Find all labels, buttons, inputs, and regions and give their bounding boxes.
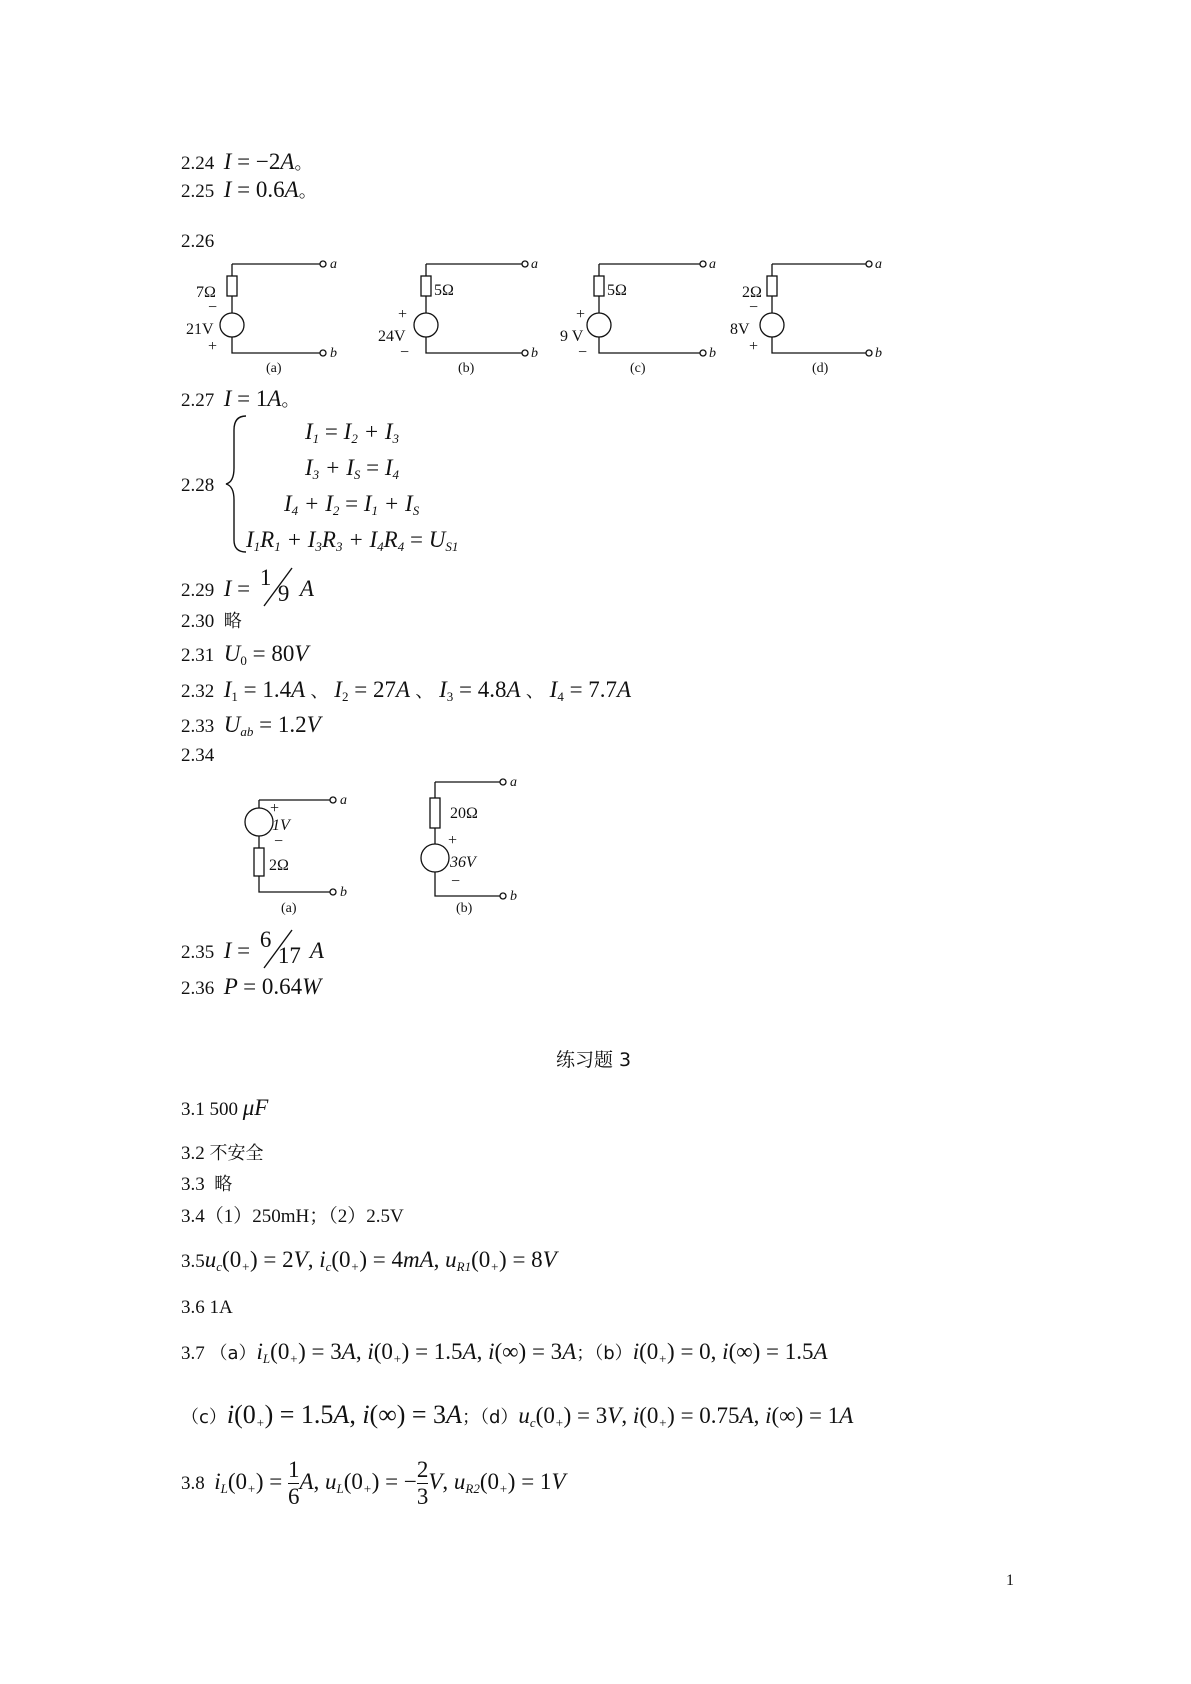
answer-2-33: 2.33 $U_{ab} = 1.2V$ <box>181 712 321 739</box>
fraction-2-35: 6 17 <box>259 927 301 968</box>
caption-a: (a) <box>266 361 282 376</box>
eq-2-24: I = −2A <box>223 149 295 174</box>
terminal-a-234b: a <box>510 775 517 790</box>
eq-2-36: P = 0.64W <box>223 974 322 999</box>
eq-2-28-4: $I_1R_1 + I_3R_3 + I_4R_4 = U_{S1}$ <box>246 527 459 554</box>
terminal-b-234a: b <box>340 885 347 900</box>
src-label-b: 24V <box>378 328 406 345</box>
eq-2-29: I = 1 9 A <box>223 565 314 606</box>
answer-3-1: 3.1 500 μF <box>181 1095 269 1120</box>
eq-2-32: $I_1 = 1.4A$ 、 $I_2 = 27A$ 、 $I_3 = 4.8A$ 、 $I_4 = 7.7A$ <box>223 677 632 704</box>
eq-3-5: $u_c(0_+) = 2V$, $i_c(0_+) = 4mA$, $u_{R1}(0_+) = 8V$ <box>204 1247 557 1274</box>
fraction-1-6: $\frac{1}{6}$ <box>287 1457 300 1510</box>
answer-3-3: 3.3 略 <box>181 1174 233 1195</box>
answer-3-7-cont: $(c)i(0_+) = 1.5A$, i(∞) = 3A；$(d)u_c(0_+) = 3V$, $i(0_+) = 0.75A$, i(∞) = 1A <box>181 1400 854 1430</box>
eq-2-35: I = 6 17 A <box>223 927 324 968</box>
eq-2-28-2: $I_3 + I_S = I_4$ <box>305 455 400 482</box>
caption-234b: (b) <box>456 901 473 916</box>
answer-3-6: 3.6 1A <box>181 1297 233 1318</box>
eq-2-28-3: $I_4 + I_2 = I_1 + I_S$ <box>284 491 420 518</box>
sign-bottom-234b: − <box>451 873 461 890</box>
answer-2-34: 2.34 <box>181 745 215 766</box>
terminal-b-4: b <box>875 346 882 361</box>
answer-3-4: 3.4（1）250mH；（2）2.5V <box>181 1206 404 1227</box>
answer-2-35: 2.35 I = 6 17 A <box>181 927 324 968</box>
sign-top-b: + <box>398 306 408 323</box>
fraction-2-29: 1 9 <box>256 572 300 606</box>
sign-bottom-234a: − <box>274 833 284 850</box>
eq-3-7-d: $u_c(0_+) = 3V$, $i(0_+) = 0.75A$, i(∞) = 1A <box>518 1403 854 1430</box>
sign-bottom-b: − <box>400 344 410 361</box>
sign-bottom-d: + <box>749 338 759 355</box>
terminal-a-4: a <box>875 257 882 272</box>
answer-2-26: 2.26 <box>181 231 215 252</box>
eq-3-7-b: $i(0_+) = 0$, i(∞) = 1.5A <box>632 1339 828 1366</box>
src-label-234a: 1V <box>272 817 290 834</box>
caption-d: (d) <box>812 361 829 376</box>
answer-2-32: 2.32 $I_1 = 1.4A$ 、 $I_2 = 27A$ 、 $I_3 = 4.8A$ 、 $I_4 = 7.7A$ <box>181 677 632 704</box>
sign-top-c: + <box>576 306 586 323</box>
res-label-234b: 20Ω <box>450 805 478 822</box>
sign-top-d: − <box>749 299 759 316</box>
section-title: 练习题 3 <box>556 1049 632 1071</box>
eq-2-27: I = 1A <box>223 386 282 411</box>
eq-2-33: $U_{ab} = 1.2V$ <box>223 712 321 739</box>
res-label-d: 2Ω <box>742 284 762 301</box>
eq-2-28-1: $I_1 = I_2 + I_3$ <box>305 419 400 446</box>
terminal-b-1: b <box>330 346 337 361</box>
res-label-a: 7Ω <box>196 284 216 301</box>
src-label-c: 9 V <box>560 328 584 345</box>
eq-3-7-a: $i_L(0_+) = 3A$, $i(0_+) = 1.5A$, i(∞) = 3A <box>256 1339 577 1366</box>
sign-top-234b: + <box>448 832 458 849</box>
fraction-2-3: $\frac{2}{3}$ <box>416 1457 429 1510</box>
caption-c: (c) <box>630 361 646 376</box>
answer-3-8: 3.8 $i_L(0_+) = \frac{1}{6}A$, $u_L(0_+) = -\frac{2}{3}V$, $u_{R2}(0_+) = 1V$ <box>181 1457 566 1510</box>
eq-3-7-c: $i(0_+) = 1.5A$, i(∞) = 3A <box>226 1400 462 1430</box>
sign-bottom-a: + <box>208 338 218 355</box>
answer-2-27: 2.27 I = 1A。 <box>181 386 300 411</box>
sign-top-a: − <box>208 299 218 316</box>
answer-2-28: 2.28 <box>181 475 215 496</box>
answer-2-30: 2.30 略 <box>181 611 242 632</box>
terminal-b-2: b <box>531 346 538 361</box>
sign-top-234a: + <box>270 800 280 817</box>
src-label-234b: 36V <box>450 854 476 871</box>
terminal-a-1: a <box>330 257 337 272</box>
terminal-a-3: a <box>709 257 716 272</box>
eq-2-31: $U_0 = 80V$ <box>223 641 309 668</box>
caption-b: (b) <box>458 361 475 376</box>
caption-234a: (a) <box>281 901 297 916</box>
terminal-b-3: b <box>709 346 716 361</box>
terminal-a-2: a <box>531 257 538 272</box>
res-label-c: 5Ω <box>607 282 627 299</box>
sign-bottom-c: − <box>578 344 588 361</box>
answer-3-5: $3.5u_c(0_+) = 2V$, $i_c(0_+) = 4mA$, $u_{R1}(0_+) = 8V$ <box>181 1247 557 1274</box>
eq-3-8: $i_L(0_+) = \frac{1}{6}A$, $u_L(0_+) = -\frac{2}{3}V$, $u_{R2}(0_+) = 1V$ <box>214 1457 566 1510</box>
terminal-a-234a: a <box>340 793 347 808</box>
src-label-d: 8V <box>730 321 750 338</box>
answer-2-24: 2.24 I = −2A。 <box>181 149 313 174</box>
answer-2-36: 2.36 P = 0.64W <box>181 974 322 999</box>
page-number: 1 <box>1006 1572 1014 1589</box>
res-label-b: 5Ω <box>434 282 454 299</box>
eq-2-25: I = 0.6A <box>223 177 299 202</box>
answer-2-25: 2.25 I = 0.6A。 <box>181 177 317 202</box>
res-label-234a: 2Ω <box>269 857 289 874</box>
answer-2-31: 2.31 $U_0 = 80V$ <box>181 641 309 668</box>
src-label-a: 21V <box>186 321 214 338</box>
answer-2-29: 2.29 I = 1 9 A <box>181 565 314 606</box>
answer-3-7: 3.7 $(a)i_L(0_+) = 3A$, $i(0_+) = 1.5A$, i(∞) = 3A；$(b)i(0_+) = 0$, i(∞) = 1.5A <box>181 1339 828 1366</box>
answer-3-2: 3.2 不安全 <box>181 1143 264 1164</box>
terminal-b-234b: b <box>510 889 517 904</box>
